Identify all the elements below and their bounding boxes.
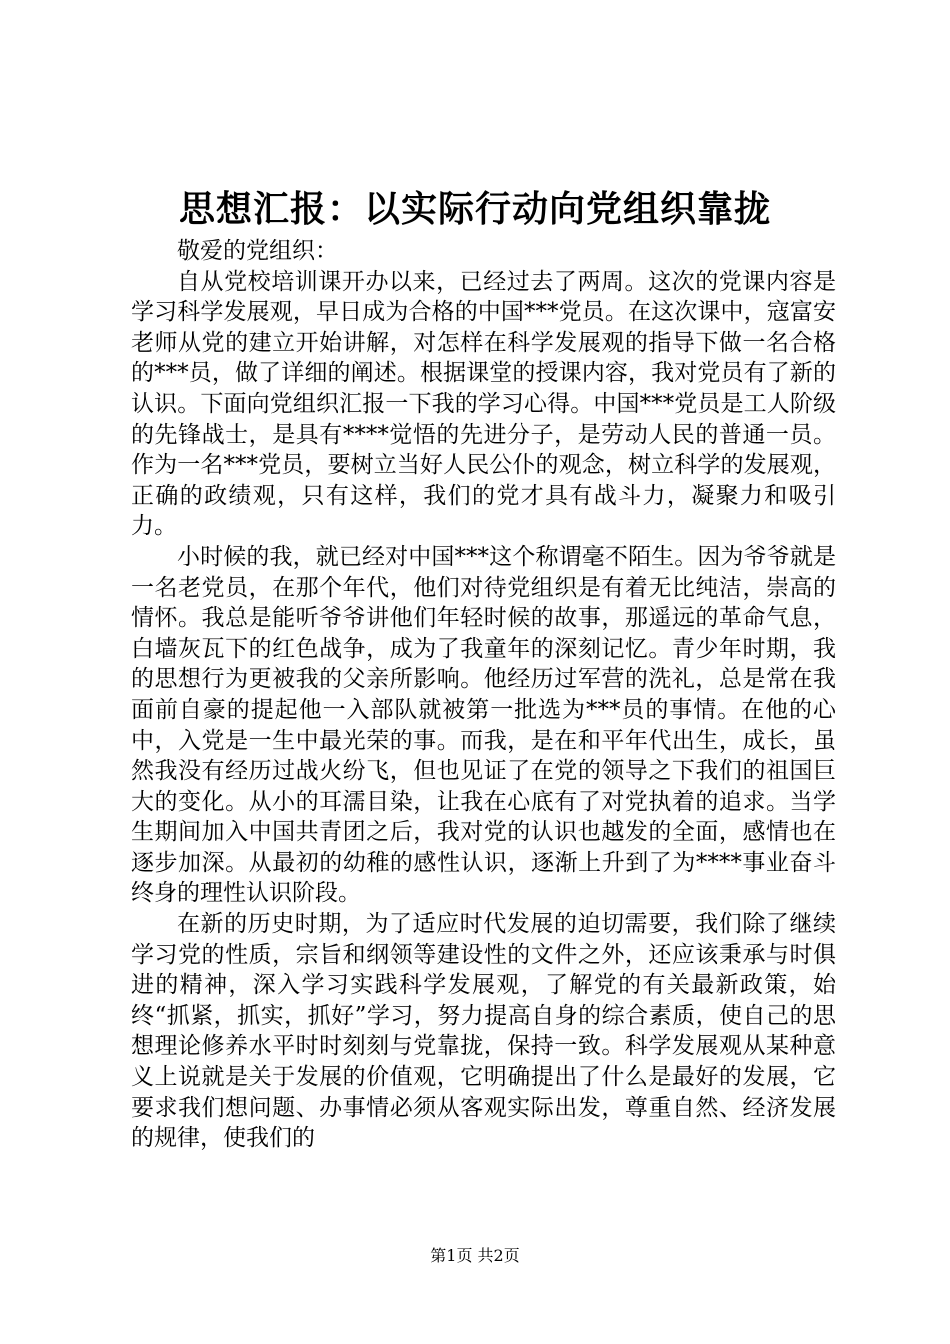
paragraph-1: 自从党校培训课开办以来，已经过去了两周。这次的党课内容是学习科学发展观，早日成为合格的中国***党员。在这次课中，寇富安老师从党的建立开始讲解，对怎样在科学发展观的指导下做一名合格的***员，做了详细的阐述。根据课堂的授课内容，我对党员有了新的认识。下面向党组织汇报一下我的学习心得。中国***党员是工人阶级的先锋战士，是具有****觉悟的先进分子，是劳动人民的普通一员。作为一名***党员，要树立当好人民公仆的观念，树立科学的发展观，正确的政绩观，只有这样，我们的党才具有战斗力，凝聚力和吸引力。 — [131, 268, 836, 540]
page-title: 思想汇报：以实际行动向党组织靠拢 — [178, 189, 771, 230]
paragraph-3: 在新的历史时期，为了适应时代发展的迫切需要，我们除了继续学习党的性质，宗旨和纲领等建设性的文件之外，还应该秉承与时俱进的精神，深入学习实践科学发展观，了解党的有关最新政策，始终“抓紧，抓实，抓好”学习，努力提高自身的综合素质，使自己的思想理论修养水平时时刻刻与党靠拢，保持一致。科学发展观从某种意义上说就是关于发展的价值观，它明确提出了什么是最好的发展，它要求我们想问题、办事情必须从客观实际出发，尊重自然、经济发展的规律，使我们的 — [131, 911, 836, 1152]
page-footer: 第1页 共2页 — [430, 1246, 520, 1265]
document-body — [131, 236, 836, 1154]
salutation: 敬爱的党组织： — [177, 238, 338, 264]
paragraph-2: 小时候的我，就已经对中国***这个称谓毫不陌生。因为爷爷就是一名老党员，在那个年代，他们对待党组织是有着无比纯洁，崇高的情怀。我总是能听爷爷讲他们年轻时候的故事，那遥远的革命气息，白墙灰瓦下的红色战争，成为了我童年的深刻记忆。青少年时期，我的思想行为更被我的父亲所影响。他经历过军营的洗礼，总是常在我面前自豪的提起他一入部队就被第一批选为***员的事情。在他的心中，入党是一生中最光荣的事。而我，是在和平年代出生，成长，虽然我没有经历过战火纷飞，但也见证了在党的领导之下我们的祖国巨大的变化。从小的耳濡目染，让我在心底有了对党执着的追求。当学生期间加入中国共青团之后，我对党的认识也越发的全面，感情也在逐步加深。从最初的幼稚的感性认识，逐渐上升到了为****事业奋斗终身的理性认识阶段。 — [131, 543, 836, 907]
